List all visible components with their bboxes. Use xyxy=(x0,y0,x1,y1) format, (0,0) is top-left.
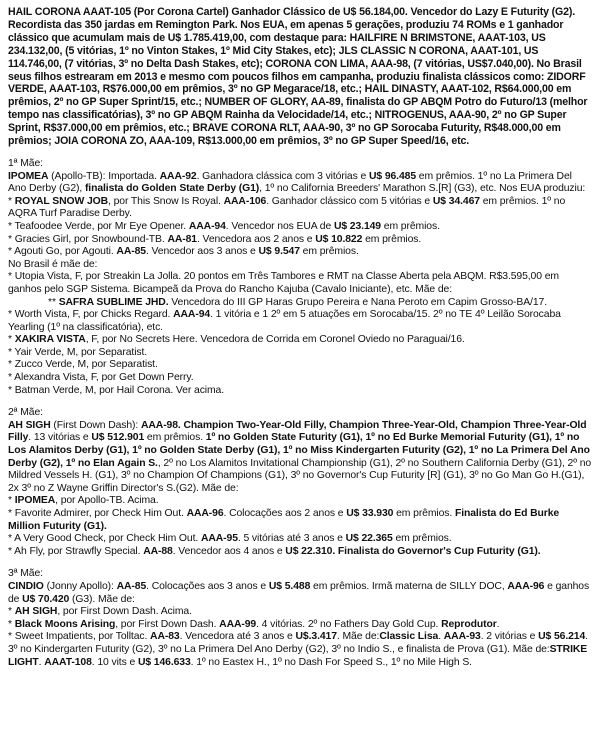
bold-segment: AAA-95 xyxy=(200,533,238,545)
text-segment: . Vencedora aos 2 anos e xyxy=(196,233,316,245)
bold-segment: IPOMEA xyxy=(8,170,49,182)
bold-segment: AAA-96 xyxy=(186,508,224,519)
bold-segment: AA-85 xyxy=(116,580,147,592)
section-title: 2ª Mãe: xyxy=(8,407,43,419)
text-line xyxy=(8,619,592,632)
text-line xyxy=(8,347,592,360)
bold-segment: AH SIGH xyxy=(8,419,51,431)
text-segment: * xyxy=(8,195,15,207)
bold-segment: U$ 23.149 xyxy=(333,220,381,232)
text-segment: * Sweet Impatients, por Tolltac. xyxy=(8,631,151,643)
text-segment: (First Down Dash): xyxy=(50,419,141,431)
text-line xyxy=(8,334,592,347)
bold-segment: U$ 512.901 xyxy=(91,432,145,444)
text-segment: , por This Snow Is Royal. xyxy=(108,195,224,207)
bold-segment: AAA-96 xyxy=(507,580,545,592)
text-segment: . 2 vitórias e xyxy=(480,631,539,643)
text-segment: . xyxy=(38,656,45,668)
text-segment: , por First Down Dash. Acima. xyxy=(57,606,192,618)
text-line xyxy=(8,546,592,559)
text-segment: e ganhos de xyxy=(8,580,590,605)
text-line xyxy=(8,385,592,398)
text-segment: * xyxy=(8,334,15,346)
text-segment: . 1 vitória e 1 2º em 5 atuações em Sorocaba/15. 2º no TE 4º Leilão Sorocaba Yearling (1º na classificatória), etc. xyxy=(8,309,561,333)
text-segment: * Ah Fly, por Strawfly Special. xyxy=(8,545,144,557)
dam-section xyxy=(8,568,592,669)
dam-section xyxy=(8,158,592,397)
bold-segment: ROYAL SNOW JOB xyxy=(14,195,109,207)
bold-segment: U$ 5.488 xyxy=(268,580,311,592)
text-segment: . Colocações aos 3 anos e xyxy=(146,580,269,592)
text-line xyxy=(8,631,592,669)
text-line xyxy=(8,259,592,272)
text-line xyxy=(8,196,592,221)
text-segment: . Vencedor nos EUA de xyxy=(225,220,334,232)
bold-segment: Finalista do Ed Burke Million Futurity (G1). xyxy=(8,508,560,532)
bold-segment: U$ 33.930 xyxy=(346,508,394,519)
bold-segment: CINDIO xyxy=(8,580,44,592)
bold-segment: AA-83 xyxy=(150,631,180,643)
text-segment: * Utopia Vista, F, por Streakin La Jolla. 20 pontos em Três Tambores e RMT na Classe Aberta pela ABQM. R$3.595,00 em ganhos pelo SGP Sistema. Bicampeã da Prova do Rancho Kajuba (Cavalo Iniciante), etc. Mãe de: xyxy=(8,271,559,295)
text-line xyxy=(8,221,592,234)
bold-segment: 1º no Golden State Futurity (G1), 1º no Ed Burke Memorial Futurity (G1), 1º no Los Alamitos Derby (G1), 1º no Golden State Derby (G1), 1º no Miss Kindergarten Futurity (G2), 1º no La Primera Del Ano Derby (G2), 1º no Elan Again S. xyxy=(8,432,590,469)
bold-segment: finalista do Golden State Derby (G1) xyxy=(84,183,260,195)
text-segment: em prêmios. xyxy=(381,220,440,232)
text-line xyxy=(8,234,592,247)
text-line xyxy=(8,309,592,334)
text-segment: em prêmios. 1º no AQRA Turf Paradise Derby. xyxy=(8,195,566,220)
bold-segment: U$ 22.365 xyxy=(345,533,393,545)
bold-segment: Classic Lisa xyxy=(379,631,439,643)
text-line xyxy=(8,372,592,385)
text-segment: . Vencedor aos 4 anos e xyxy=(172,545,286,557)
bold-segment: U$ 10.822 xyxy=(315,233,363,245)
text-line xyxy=(8,297,592,310)
bold-segment: AAA-106 xyxy=(223,195,267,207)
text-segment: * xyxy=(8,606,15,618)
text-segment: * A Very Good Check, por Check Him Out. xyxy=(8,533,201,545)
bold-segment: AAA-99 xyxy=(219,618,257,630)
bold-segment: U$ 34.467 xyxy=(432,195,480,207)
text-segment: . Mãe de: xyxy=(336,631,380,643)
text-segment: * Yair Verde, M, por Separatist. xyxy=(8,346,148,358)
dam-section xyxy=(8,407,592,558)
sire-intro-paragraph: HAIL CORONA AAAT-105 (Por Corona Cartel) Ganhador Clássico de U$ 56.184,00. Vencedor do Lazy E Futurity (G2). Recordista das 350 jardas em Remington Park. Nos EUA, em apenas 5 gerações, produziu 74 ROMs e 1 ganhador clássico que acumulam mais de U$ 1.785.419,00, com destaque para: HAILFIRE N BRIMSTONE, AAAT-103, US 234.132,00, (5 vitórias, 1º no Vinton Stakes, 1º Mid City Stakes, etc); JLS CLASSIC N CORONA, AAAT-101, US 114.746,00, (7 vitórias, 3º no Delta Dash Stakes, etc); CORONA CON LIMA, AAA-98, (7 vitórias, US$7.040,00). No Brasil seus filhos estrearam em 2013 e mesmo com poucos filhos em campanha, produziu finalista clássicos como: ZIDORF VERDE, AAAT-103, R$76.000,00 em prêmios, 3º no GP Megarace/18, etc.; HAIL DINASTY, AAAT-102, R$64.000,00 em prêmios, 2º no GP Super Sprint/15, etc.; NUMBER OF GLORY, AA-89, finalista do GP ABQM Potro do Futuro/13 (melhor tempo nas classificatórias), 3º no GP ABQM Rainha da Velocidade/14, etc.; NITROGENUS, AAA-90, 2º no GP Super Sprint, R$37.000,00 em prêmios, etc.; BRAVE CORONA RLT, AAA-90, 3º no GP Sorocaba Futurity, R$48.000,00 em prêmios; JOIA CORONA ZO, AAA-109, R$13.000,00 em prêmios, 3º no GP Super Speed/16, etc. xyxy=(8,6,588,148)
text-segment: (G3). Mãe de: xyxy=(69,593,135,605)
text-segment: . Colocações aos 2 anos e xyxy=(223,508,347,519)
bold-segment: U$ 96.485 xyxy=(368,170,417,182)
bold-segment: AAA-92 xyxy=(159,170,197,182)
text-segment: , por First Down Dash. xyxy=(115,618,220,630)
bold-segment: U$ 146.633 xyxy=(137,656,191,668)
text-segment: (Jonny Apollo): xyxy=(43,580,117,592)
text-segment: * xyxy=(8,495,15,507)
text-segment: em prêmios. 1º no La Primera Del Ano Derby (G2), xyxy=(8,170,572,195)
text-segment: . Vencedora até 3 anos e xyxy=(179,631,296,643)
text-segment: * Alexandra Vista, F, por Get Down Perry. xyxy=(8,372,194,384)
bold-segment: U$ 9.547 xyxy=(258,246,300,258)
bold-segment: XAKIRA VISTA xyxy=(14,334,86,346)
bold-segment: Black Moons Arising xyxy=(14,618,116,630)
text-segment: . 13 vitórias e xyxy=(28,432,92,444)
bold-segment: AA-81 xyxy=(167,233,197,245)
text-segment: * Batman Verde, M, por Hail Corona. Ver acima. xyxy=(8,384,225,396)
text-segment: em prêmios. xyxy=(393,508,455,519)
bold-segment: STRIKE LIGHT xyxy=(8,643,588,668)
section-title: 3ª Mãe: xyxy=(8,568,43,580)
text-segment: . Vencedor aos 3 anos e xyxy=(145,246,259,258)
text-segment: . 1º no Eastex H., 1º no Dash For Speed S., 1º no Mile High S. xyxy=(190,656,472,668)
text-line xyxy=(8,606,592,619)
bold-segment: U$ 70.420 xyxy=(22,593,70,605)
bold-segment: AAA-94 xyxy=(173,309,211,321)
text-segment: . 3º no Kindergarten Futurity (G2), 3º no La Primera Del Ano Derby (G2), 3º no Indio S., e finalista de Prova (G1). Mãe de: xyxy=(8,631,588,655)
text-segment: . xyxy=(496,618,500,630)
text-segment: (Apollo-TB): Importada. xyxy=(48,170,160,182)
text-segment: * Zucco Verde, M, por Separatist. xyxy=(8,359,158,371)
text-segment: em prêmios. Irmã materna de SILLY DOC, xyxy=(310,580,508,592)
text-segment: * Teafoodee Verde, por Mr Eye Opener. xyxy=(8,220,189,232)
text-segment: * Gracies Girl, por Snowbound-TB. xyxy=(8,233,168,245)
bold-segment: Reprodutor xyxy=(441,618,497,630)
text-segment: . 4 vitórias. 2º no Fathers Day Gold Cup. xyxy=(256,618,442,630)
text-segment: . xyxy=(438,631,444,643)
bold-segment: AA-85 xyxy=(116,246,146,258)
section-title: 1ª Mãe: xyxy=(8,157,43,169)
bold-segment: U$ 56.214 xyxy=(538,631,586,643)
bold-segment: AAA-94 xyxy=(188,220,226,232)
text-line xyxy=(8,420,592,496)
text-segment: . 5 vitórias até 3 anos e xyxy=(237,533,346,545)
text-segment: , F, por No Secrets Here. Vencedora de Corrida em Coronel Oviedo no Paraguai/16. xyxy=(85,334,465,346)
text-line xyxy=(8,533,592,546)
bold-segment: U$.3.417 xyxy=(295,631,337,643)
text-segment: , por Apollo-TB. Acima. xyxy=(55,495,159,507)
text-segment: * Worth Vista, F, por Chicks Regard. xyxy=(8,309,174,321)
text-segment: * Agouti Go, por Agouti. xyxy=(8,246,117,258)
text-segment: * xyxy=(8,618,15,630)
text-line xyxy=(8,581,592,606)
bold-segment: AA-88 xyxy=(143,545,173,557)
text-line xyxy=(8,359,592,372)
dam-sections xyxy=(8,158,592,669)
bold-segment: SAFRA SUBLIME JHD. xyxy=(58,296,169,308)
text-line xyxy=(8,495,592,508)
bold-segment: IPOMEA xyxy=(14,495,56,507)
text-segment: . Ganhadora clássica com 3 vitórias e xyxy=(196,170,369,182)
text-line xyxy=(8,246,592,259)
text-segment: No Brasil é mãe de: xyxy=(8,258,98,270)
text-segment: , 1º no California Breeders' Marathon S.[R] (G3), etc. Nos EUA produziu: xyxy=(259,183,586,195)
text-segment: . Ganhador clássico com 5 vitórias e xyxy=(266,195,433,207)
text-segment: * Favorite Admirer, por Check Him Out. xyxy=(8,508,187,519)
text-segment: , 2º no Los Alamitos Invitational Championship (G1), 2º no Southern California Derby (G1), 2º no Mildred Vessels H. (G1), 3º no Champion Of Champions (G1), 3º no Governor's Cup Futurity [R] (G1), 3º no Go Man Go H.(G1), 2x 3º no Z Wayne Griffin Director's S.(G2). Mãe de: xyxy=(8,457,592,494)
text-segment: em prêmios. xyxy=(392,533,452,545)
text-segment: . 10 vits e xyxy=(91,656,138,668)
bold-segment: AAA-93 xyxy=(443,631,481,643)
text-segment: ** xyxy=(48,296,59,308)
bold-segment: AAAT-108 xyxy=(44,656,92,668)
bold-segment: AH SIGH xyxy=(14,606,58,618)
text-line xyxy=(8,271,592,296)
bold-segment: U$ 22.310. Finalista do Governor's Cup Futurity (G1). xyxy=(285,545,541,557)
text-segment: em prêmios. xyxy=(299,246,359,258)
text-line xyxy=(8,171,592,196)
text-segment: em prêmios. xyxy=(144,432,206,444)
text-segment: em prêmios. xyxy=(362,233,422,245)
bold-segment: AAA-98. Champion Two-Year-Old Filly, Champion Three-Year-Old, Champion Three-Year-Old Filly xyxy=(8,419,587,444)
text-segment: Vencedora do III GP Haras Grupo Pereira e Nana Peroto em Capim Grosso-BA/17. xyxy=(168,296,547,308)
text-line xyxy=(8,508,592,533)
